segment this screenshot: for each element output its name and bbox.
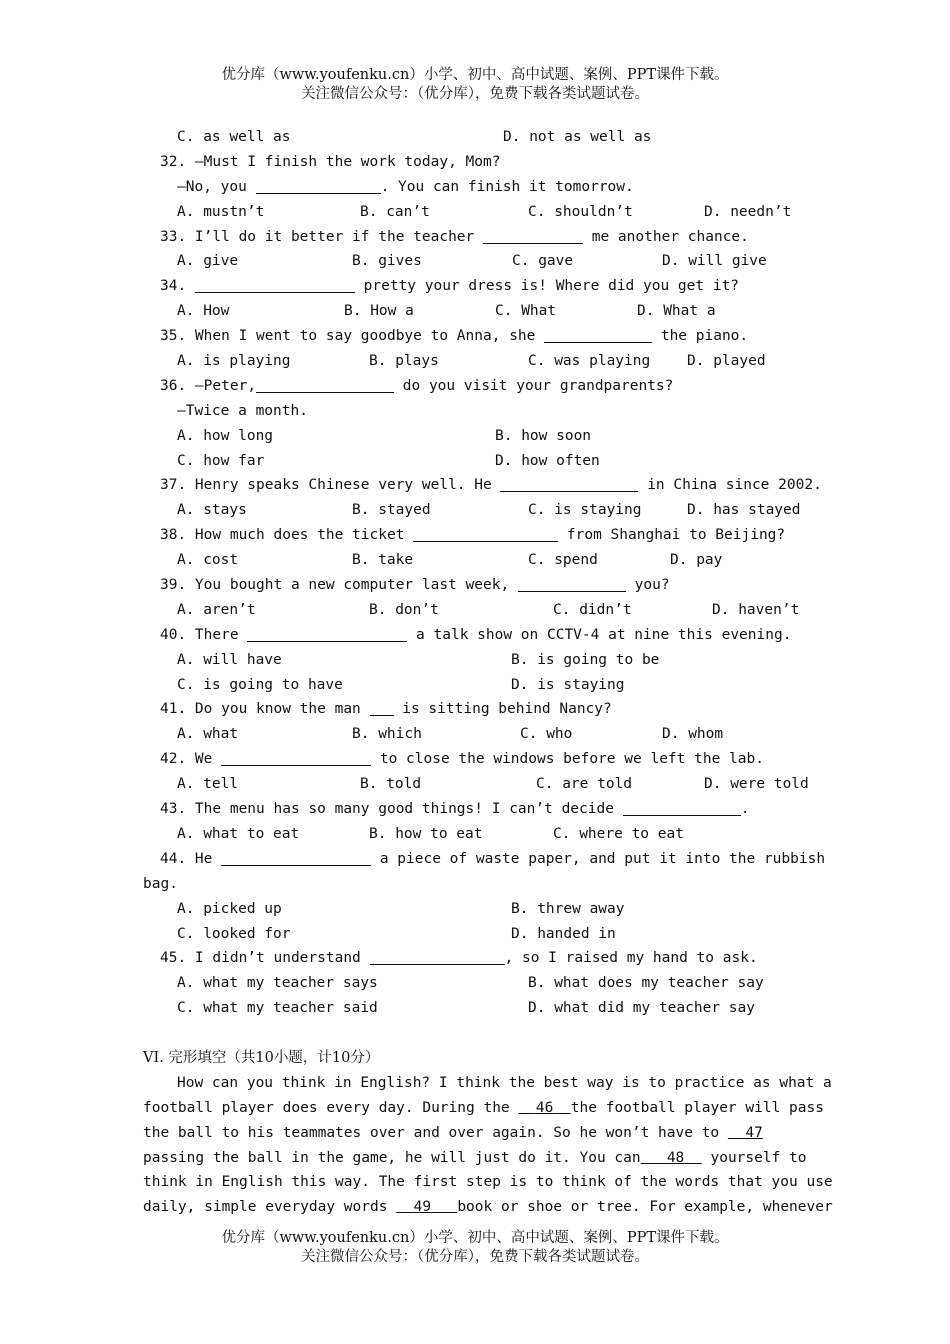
question-33-stem bbox=[0, 225, 950, 250]
reply-text-b: . You can finish it tomorrow. bbox=[380, 178, 634, 195]
option-b: B. how to eat bbox=[369, 825, 483, 842]
option-b: B. what does my teacher say bbox=[528, 975, 764, 992]
question-45-options-ab bbox=[0, 971, 950, 996]
blank-46 bbox=[518, 1100, 570, 1116]
blank-46-number: 46 bbox=[535, 1099, 554, 1116]
answer-blank bbox=[370, 948, 505, 965]
question-32-stem bbox=[0, 150, 950, 175]
cloze-line-4 bbox=[0, 1146, 950, 1171]
option-a: A. picked up bbox=[177, 900, 282, 917]
stem-text-b: me another chance. bbox=[583, 228, 749, 245]
blank-49 bbox=[396, 1199, 457, 1215]
stem-text-b: , so I raised my hand to ask. bbox=[504, 950, 758, 967]
stem-text-a: 43. The menu has so many good things! I can’t decide bbox=[160, 801, 623, 818]
stem-text-b: a talk show on CCTV-4 at nine this evening. bbox=[407, 626, 792, 643]
question-36-options-ab bbox=[0, 424, 950, 449]
question-stem bbox=[160, 324, 748, 349]
question-44-stem-cont bbox=[0, 872, 950, 897]
question-42-stem bbox=[0, 747, 950, 772]
question-36-reply bbox=[0, 399, 950, 424]
stem-text-a: 41. Do you know the man bbox=[160, 701, 370, 718]
question-37-options bbox=[0, 498, 950, 523]
cloze-line-5 bbox=[0, 1170, 950, 1195]
cloze-text-b: the football player will pass bbox=[570, 1099, 824, 1116]
cloze-text-b: yourself to bbox=[701, 1149, 807, 1166]
option-d: D. were told bbox=[704, 776, 809, 793]
cloze-text-a: daily, simple everyday words bbox=[143, 1199, 397, 1216]
stem-text-b: to close the windows before we left the lab. bbox=[371, 751, 764, 768]
reply-line: —Twice a month. bbox=[177, 402, 308, 419]
option-a: A. what bbox=[177, 726, 239, 743]
question-38-options bbox=[0, 548, 950, 573]
cloze-line-3 bbox=[0, 1121, 950, 1146]
cloze-line-1 bbox=[0, 1071, 950, 1096]
reply-line bbox=[177, 175, 634, 200]
option-a: A. aren’t bbox=[177, 601, 256, 618]
stem-text-b: do you visit your grandparents? bbox=[394, 377, 674, 394]
stem-text-a: 45. I didn’t understand bbox=[160, 950, 370, 967]
stem-text-a: 33. I’ll do it better if the teacher bbox=[160, 228, 484, 245]
option-c: C. who bbox=[520, 726, 573, 743]
answer-blank bbox=[413, 525, 558, 542]
stem-text-b: pretty your dress is! Where did you get it? bbox=[354, 278, 740, 295]
cloze-text bbox=[143, 1195, 833, 1220]
option-c: C. what my teacher said bbox=[177, 1000, 378, 1017]
cloze-line-2 bbox=[0, 1096, 950, 1121]
option-c: C. as well as bbox=[177, 129, 291, 145]
section-title: VI. 完形填空（共10小题，计10分） bbox=[143, 1049, 380, 1066]
option-d: D. handed in bbox=[511, 925, 616, 942]
answer-blank bbox=[483, 227, 583, 244]
option-b: B. gives bbox=[352, 253, 422, 270]
question-37-stem bbox=[0, 473, 950, 498]
option-d: D. will give bbox=[662, 253, 767, 270]
question-33-options bbox=[0, 249, 950, 274]
option-c: C. shouldn’t bbox=[528, 203, 633, 220]
option-c: C. is going to have bbox=[177, 676, 343, 693]
footer-line-1: 优分库（www.youfenku.cn）小学、初中、高中试题、案例、PPT课件下载。 bbox=[221, 1230, 729, 1246]
question-34-stem bbox=[0, 274, 950, 299]
cloze-text: How can you think in English? I think the best way is to practice as what a bbox=[177, 1074, 832, 1091]
option-b: B. told bbox=[360, 776, 422, 793]
question-32-reply bbox=[0, 175, 950, 200]
answer-blank bbox=[500, 475, 638, 492]
option-d: D. needn’t bbox=[704, 203, 792, 220]
cloze-text-a: the ball to his teammates over and over again. So he won’t have to bbox=[143, 1124, 728, 1141]
stem-text-b: you? bbox=[625, 577, 670, 594]
question-36-options-cd bbox=[0, 449, 950, 474]
option-d: D. haven’t bbox=[712, 601, 800, 618]
question-39-stem bbox=[0, 573, 950, 598]
question-35-stem bbox=[0, 324, 950, 349]
question-40-stem bbox=[0, 623, 950, 648]
question-40-options-cd bbox=[0, 673, 950, 698]
question-36-stem bbox=[0, 374, 950, 399]
section-6-title bbox=[0, 1046, 950, 1071]
option-d: D. pay bbox=[670, 552, 723, 569]
question-42-options bbox=[0, 772, 950, 797]
option-b: B. can’t bbox=[360, 203, 430, 220]
question-stem bbox=[160, 847, 825, 872]
exam-body bbox=[0, 125, 950, 1220]
question-stem: 32. —Must I finish the work today, Mom? bbox=[160, 153, 501, 170]
header-line-2: 关注微信公众号：（优分库），免费下载各类试题试卷。 bbox=[301, 86, 649, 102]
reply-text-a: —No, you bbox=[177, 178, 256, 195]
footer-line-2: 关注微信公众号：（优分库），免费下载各类试题试卷。 bbox=[301, 1249, 649, 1265]
stem-text-a: 40. There bbox=[160, 626, 248, 643]
section-gap bbox=[0, 1021, 950, 1046]
question-45-options-cd bbox=[0, 996, 950, 1021]
stem-text-a: 35. When I went to say goodbye to Anna, she bbox=[160, 328, 545, 345]
option-b: B. don’t bbox=[369, 601, 439, 618]
answer-blank bbox=[247, 625, 407, 642]
question-stem bbox=[160, 374, 673, 399]
stem-text-a: 38. How much does the ticket bbox=[160, 527, 414, 544]
answer-blank bbox=[518, 575, 626, 592]
answer-blank bbox=[256, 376, 394, 393]
cloze-text-a: passing the ball in the game, he will just do it. You can bbox=[143, 1149, 641, 1166]
option-a: A. mustn’t bbox=[177, 203, 265, 220]
option-d: D. what did my teacher say bbox=[528, 1000, 755, 1017]
blank-49-number: 49 bbox=[413, 1199, 432, 1216]
page-header bbox=[0, 66, 950, 104]
question-40-options-ab bbox=[0, 648, 950, 673]
option-b: B. How a bbox=[344, 303, 414, 320]
question-stem bbox=[160, 747, 764, 772]
stem-text-a: 34. bbox=[160, 278, 195, 295]
option-c: C. is staying bbox=[528, 502, 642, 519]
question-stem bbox=[160, 473, 822, 498]
stem-text-a: 44. He bbox=[160, 850, 222, 867]
cloze-text: think in English this way. The first step is to think of the words that you use bbox=[143, 1174, 833, 1191]
question-43-stem bbox=[0, 797, 950, 822]
option-a: A. what my teacher says bbox=[177, 975, 378, 992]
blank-47 bbox=[728, 1125, 763, 1141]
option-b: B. stayed bbox=[352, 502, 431, 519]
question-34-options bbox=[0, 299, 950, 324]
answer-blank bbox=[544, 326, 652, 343]
stem-text-b: in China since 2002. bbox=[638, 477, 822, 494]
option-c: C. didn’t bbox=[553, 601, 632, 618]
option-a: A. tell bbox=[177, 776, 239, 793]
option-b: B. which bbox=[352, 726, 422, 743]
option-a: A. will have bbox=[177, 651, 282, 668]
question-stem bbox=[160, 623, 791, 648]
option-d: D. What a bbox=[637, 303, 716, 320]
question-45-stem bbox=[0, 946, 950, 971]
option-b: B. threw away bbox=[511, 900, 625, 917]
option-b: B. take bbox=[352, 552, 414, 569]
question-31-options bbox=[0, 125, 950, 150]
stem-text-b: from Shanghai to Beijing? bbox=[558, 527, 786, 544]
option-c: C. how far bbox=[177, 452, 265, 469]
option-d: D. not as well as bbox=[503, 129, 652, 145]
question-44-stem bbox=[0, 847, 950, 872]
option-c: C. What bbox=[495, 303, 557, 320]
stem-text-c: bag. bbox=[143, 875, 178, 892]
stem-text-b: the piano. bbox=[652, 328, 749, 345]
answer-blank bbox=[195, 276, 355, 293]
cloze-line-6 bbox=[0, 1195, 950, 1220]
option-c: C. was playing bbox=[528, 353, 651, 370]
cloze-text-a: football player does every day. During the bbox=[143, 1099, 519, 1116]
option-b: B. plays bbox=[369, 353, 439, 370]
question-44-options-ab bbox=[0, 897, 950, 922]
question-43-options bbox=[0, 822, 950, 847]
question-35-options bbox=[0, 349, 950, 374]
stem-text-a: 37. Henry speaks Chinese very well. He bbox=[160, 477, 501, 494]
stem-text-a: 36. —Peter, bbox=[160, 377, 257, 394]
question-39-options bbox=[0, 598, 950, 623]
answer-blank bbox=[221, 749, 371, 766]
option-a: A. How bbox=[177, 303, 230, 320]
option-a: A. cost bbox=[177, 552, 239, 569]
question-38-stem bbox=[0, 523, 950, 548]
option-b: B. how soon bbox=[495, 427, 592, 444]
option-c: C. looked for bbox=[177, 925, 291, 942]
blank-48-number: 48 bbox=[666, 1149, 685, 1166]
option-c: C. where to eat bbox=[553, 825, 684, 842]
question-stem bbox=[160, 225, 749, 250]
answer-blank bbox=[370, 699, 394, 716]
option-a: A. give bbox=[177, 253, 239, 270]
option-a: A. what to eat bbox=[177, 825, 300, 842]
question-stem bbox=[160, 523, 785, 548]
option-a: A. is playing bbox=[177, 353, 291, 370]
option-d: D. is staying bbox=[511, 676, 625, 693]
cloze-text-b: book or shoe or tree. For example, whenever bbox=[457, 1199, 833, 1216]
option-d: D. whom bbox=[662, 726, 724, 743]
question-stem bbox=[160, 697, 612, 722]
cloze-text bbox=[143, 1096, 824, 1121]
cloze-text bbox=[143, 1146, 807, 1171]
option-d: D. played bbox=[687, 353, 766, 370]
question-41-stem bbox=[0, 697, 950, 722]
question-stem bbox=[160, 946, 758, 971]
blank-48 bbox=[641, 1150, 702, 1166]
stem-text-b: a piece of waste paper, and put it into the rubbish bbox=[371, 850, 826, 867]
page-footer bbox=[0, 1229, 950, 1267]
cloze-text bbox=[143, 1121, 763, 1146]
stem-text-a: 39. You bought a new computer last week, bbox=[160, 577, 518, 594]
blank-47-number: 47 bbox=[745, 1124, 763, 1141]
answer-blank bbox=[221, 849, 371, 866]
answer-blank bbox=[256, 177, 381, 194]
answer-blank bbox=[623, 799, 741, 816]
question-stem bbox=[160, 797, 749, 822]
option-a: A. how long bbox=[177, 427, 274, 444]
stem-text-b: is sitting behind Nancy? bbox=[393, 701, 612, 718]
option-d: D. has stayed bbox=[687, 502, 801, 519]
option-c: C. are told bbox=[536, 776, 633, 793]
question-stem bbox=[160, 274, 739, 299]
question-44-options-cd bbox=[0, 922, 950, 947]
stem-text-a: 42. We bbox=[160, 751, 222, 768]
option-b: B. is going to be bbox=[511, 651, 660, 668]
stem-text-b: . bbox=[740, 801, 750, 818]
option-c: C. gave bbox=[512, 253, 574, 270]
question-32-options bbox=[0, 200, 950, 225]
option-c: C. spend bbox=[528, 552, 598, 569]
option-d: D. how often bbox=[495, 452, 600, 469]
header-line-1: 优分库（www.youfenku.cn）小学、初中、高中试题、案例、PPT课件下载。 bbox=[221, 67, 729, 83]
question-41-options bbox=[0, 722, 950, 747]
option-a: A. stays bbox=[177, 502, 247, 519]
question-stem bbox=[160, 573, 670, 598]
